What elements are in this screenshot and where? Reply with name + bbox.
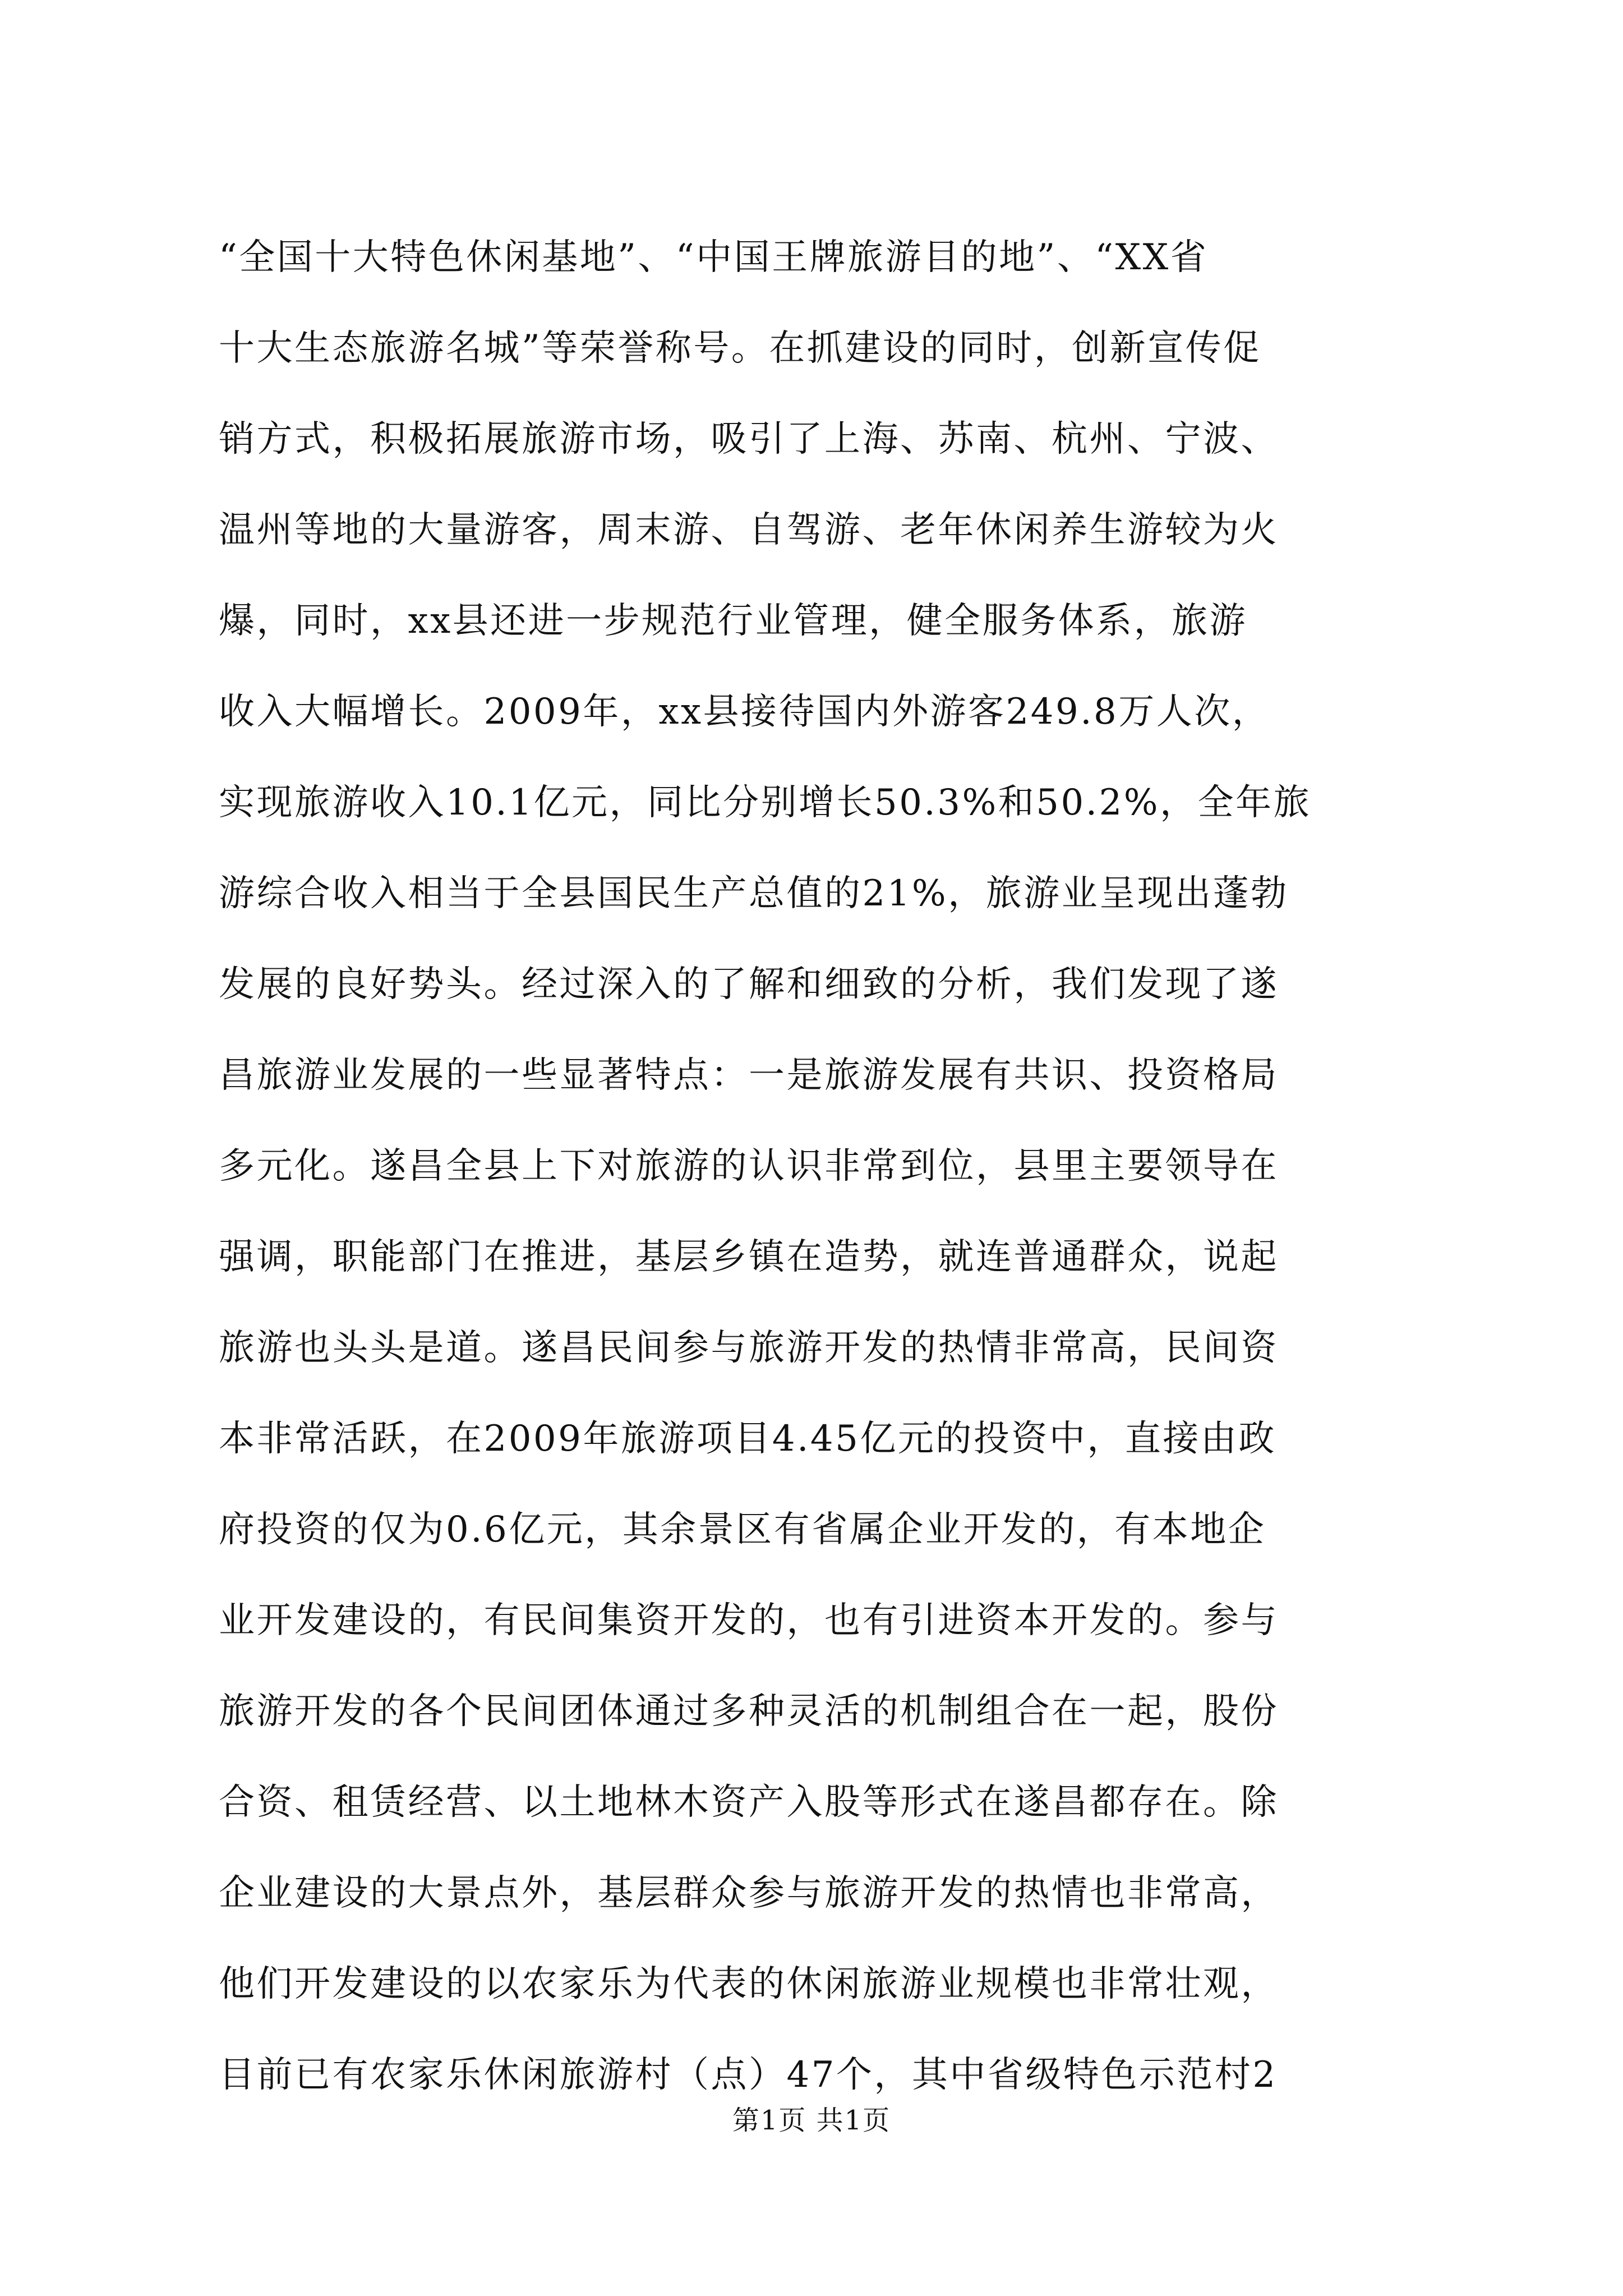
text-line: 目前已有农家乐休闲旅游村（点）47个，其中省级特色示范村2 xyxy=(219,2054,1278,2096)
text-line: 温州等地的大量游客，周末游、自驾游、老年休闲养生游较为火 xyxy=(219,509,1279,551)
text-line: 合资、租赁经营、以土地林木资产入股等形式在遂昌都存在。除 xyxy=(219,1782,1279,1823)
text-line: “全国十大特色休闲基地”、“中国王牌旅游目的地”、“XX省 xyxy=(219,237,1209,278)
text-line: 销方式，积极拓展旅游市场，吸引了上海、苏南、杭州、宁波、 xyxy=(219,418,1279,460)
text-line: 多元化。遂昌全县上下对旅游的认识非常到位，县里主要领导在 xyxy=(219,1145,1279,1187)
text-line: 收入大幅增长。2009年，xx县接待国内外游客249.8万人次， xyxy=(219,691,1270,733)
text-line: 业开发建设的，有民间集资开发的，也有引进资本开发的。参与 xyxy=(219,1600,1279,1641)
text-line: 旅游开发的各个民间团体通过多种灵活的机制组合在一起，股份 xyxy=(219,1691,1279,1732)
text-line: 旅游也头头是道。遂昌民间参与旅游开发的热情非常高，民间资 xyxy=(219,1327,1279,1369)
text-line: 实现旅游收入10.1亿元，同比分别增长50.3%和50.2%，全年旅 xyxy=(219,782,1312,823)
text-line: 昌旅游业发展的一些显著特点：一是旅游发展有共识、投资格局 xyxy=(219,1055,1279,1096)
text-line: 企业建设的大景点外，基层群众参与旅游开发的热情也非常高， xyxy=(219,1872,1279,1914)
text-line: 游综合收入相当于全县国民生产总值的21%，旅游业呈现出蓬勃 xyxy=(219,873,1289,914)
text-line: 强调，职能部门在推进，基层乡镇在造势，就连普通群众，说起 xyxy=(219,1236,1279,1278)
text-line: 发展的良好势头。经过深入的了解和细致的分析，我们发现了遂 xyxy=(219,964,1279,1005)
text-line: 他们开发建设的以农家乐为代表的休闲旅游业规模也非常壮观， xyxy=(219,1963,1279,2005)
text-line: 爆，同时，xx县还进一步规范行业管理，健全服务体系，旅游 xyxy=(219,600,1248,642)
page-number-label: 第1页 共1页 xyxy=(732,2105,891,2136)
page-footer xyxy=(0,2101,1623,2140)
body-text xyxy=(219,212,1441,2120)
text-line: 本非常活跃，在2009年旅游项目4.45亿元的投资中，直接由政 xyxy=(219,1418,1276,1460)
text-line: 府投资的仅为0.6亿元，其余景区有省属企业开发的，有本地企 xyxy=(219,1509,1266,1550)
text-line: 十大生态旅游名城”等荣誉称号。在抓建设的同时，创新宣传促 xyxy=(219,328,1261,369)
